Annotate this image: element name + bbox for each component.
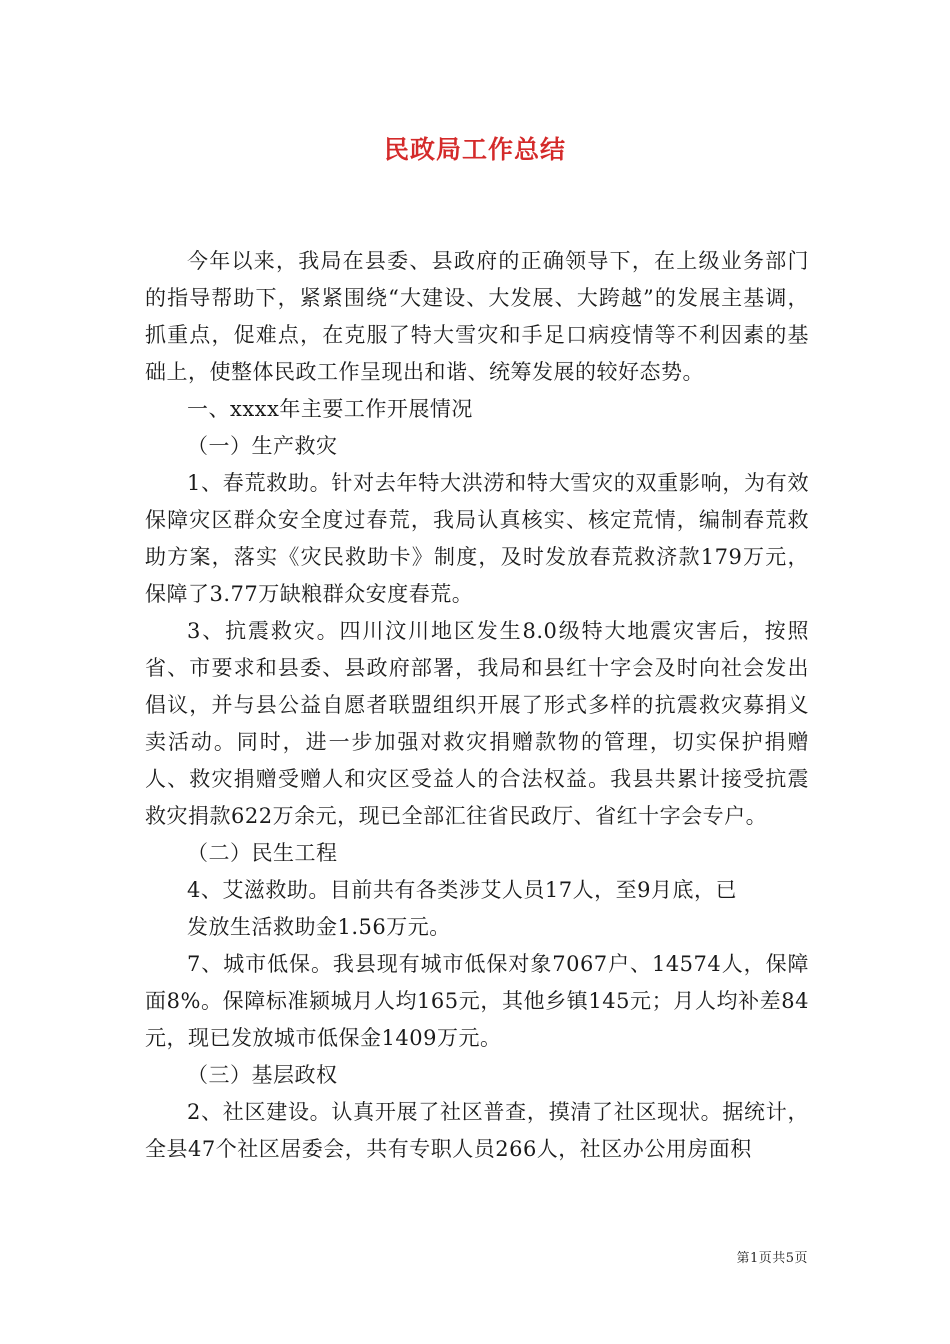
paragraph-earthquake-relief: 3、抗震救灾。四川汶川地区发生8.0级特大地震灾害后，按照省、市要求和县委、县政府部署，我局和县红十字会及时向社会发出倡议，并与县公益自愿者联盟组织开展了形式多样的抗震救灾募捐义卖活动。同时，进一步加强对救灾捐赠款物的管理，切实保护捐赠人、救灾捐赠受赠人和灾区受益人的合法权益。我县共累计接受抗震救灾捐款622万余元，现已全部汇往省民政厅、省红十字会专户。 xyxy=(145,619,809,828)
paragraph-aids-relief: 4、艾滋救助。目前共有各类涉艾人员17人，至9月底，已 xyxy=(187,878,737,902)
document-title: 民政局工作总结 xyxy=(383,135,566,164)
subsection-heading-2: （二）民生工程 xyxy=(187,841,338,865)
paragraph-community-building: 2、社区建设。认真开展了社区普查，摸清了社区现状。据统计，全县47个社区居委会，共有专职人员266人，社区办公用房面积 xyxy=(145,1100,809,1161)
page-number: 第1页共5页 xyxy=(736,1251,808,1266)
paragraph-aids-relief-cont: 发放生活救助金1.56万元。 xyxy=(187,915,451,939)
document-body xyxy=(145,243,809,1168)
subsection-heading-1: （一）生产救灾 xyxy=(187,434,338,458)
paragraph-urban-subsistence: 7、城市低保。我县现有城市低保对象7067户、14574人，保障面8%。保障标准颍城月人均165元，其他乡镇145元；月人均补差84元，现已发放城市低保金1409万元。 xyxy=(145,952,809,1050)
paragraph-spring-relief: 1、春荒救助。针对去年特大洪涝和特大雪灾的双重影响，为有效保障灾区群众安全度过春荒，我局认真核实、核定荒情，编制春荒救助方案，落实《灾民救助卡》制度，及时发放春荒救济款179万元，保障了3.77万缺粮群众安度春荒。 xyxy=(145,471,809,606)
subsection-heading-3: （三）基层政权 xyxy=(187,1063,338,1087)
section-heading-1: 一、xxxx年主要工作开展情况 xyxy=(187,397,473,421)
paragraph-intro: 今年以来，我局在县委、县政府的正确领导下，在上级业务部门的指导帮助下，紧紧围绕“大建设、大发展、大跨越”的发展主基调，抓重点，促难点，在克服了特大雪灾和手足口病疫情等不利因素的基础上，使整体民政工作呈现出和谐、统筹发展的较好态势。 xyxy=(145,249,809,384)
